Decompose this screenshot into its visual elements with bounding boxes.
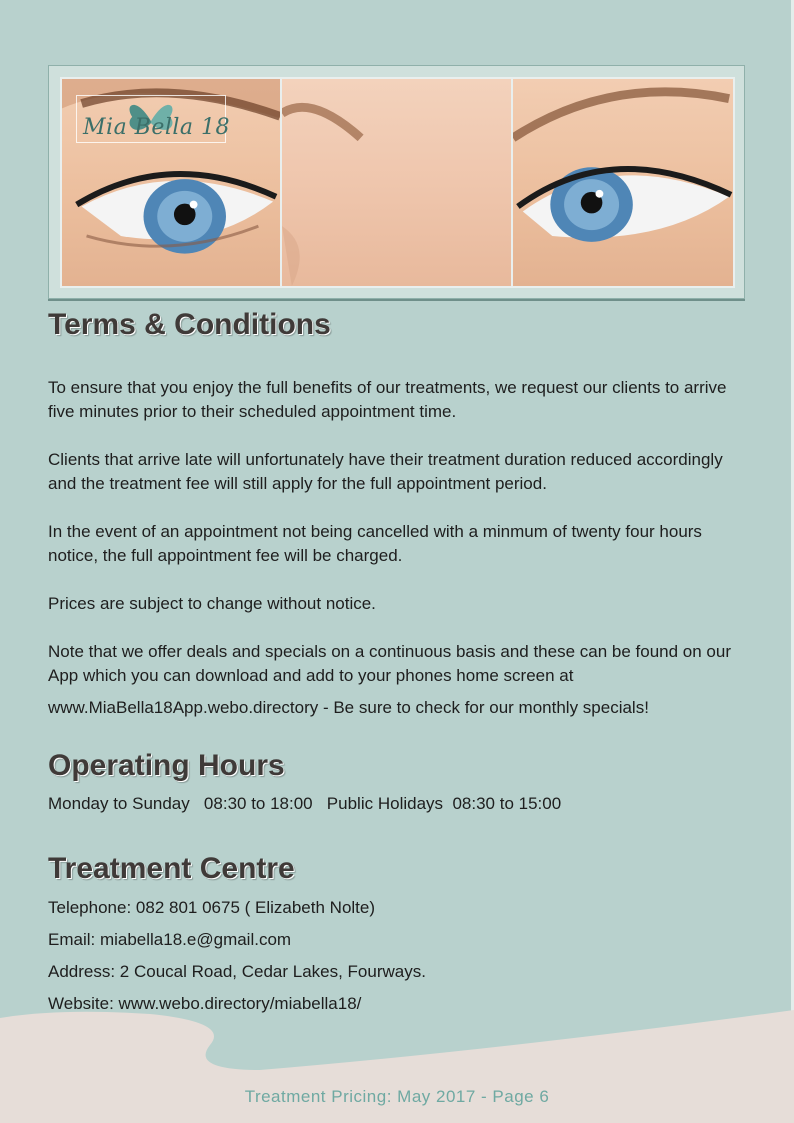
hours-text: Monday to Sunday 08:30 to 18:00 Public Holidays 08:30 to 15:00 [48, 794, 562, 813]
logo-frame [76, 95, 231, 143]
centre-title: Treatment Centre [48, 852, 295, 885]
right-eye-image [511, 77, 735, 288]
app-link-line[interactable]: www.MiaBella18App.webo.directory - Be sure to check for our monthly specials! [48, 698, 649, 717]
centre-website[interactable]: Website: www.webo.directory/miabella18/ [48, 994, 362, 1013]
page-footer: Treatment Pricing: May 2017 - Page 6 [244, 1087, 550, 1106]
centre-email[interactable]: Email: miabella18.e@gmail.com [48, 930, 292, 949]
header-banner [48, 65, 745, 299]
logo-text: Mia Bella 18 [83, 115, 231, 140]
terms-paragraph-1: To ensure that you enjoy the full benefits of our treatments, we request our clients to arrive five minutes prior to their scheduled appointment time. [48, 378, 727, 421]
terms-paragraph-5: Note that we offer deals and specials on a continuous basis and these can be found on our App which you can download and add to your phones home screen at [48, 642, 731, 685]
left-eye-image [60, 77, 282, 288]
nose-bridge-image [280, 77, 513, 288]
terms-paragraph-3: In the event of an appointment not being cancelled with a minmum of twenty four hours notice, the full appointment fee will be charged. [48, 522, 702, 565]
centre-address: Address: 2 Coucal Road, Cedar Lakes, Fourways. [48, 962, 426, 981]
terms-paragraph-4: Prices are subject to change without notice. [48, 594, 376, 613]
terms-title: Terms & Conditions [48, 308, 331, 341]
centre-telephone: Telephone: 082 801 0675 ( Elizabeth Nolte) [48, 898, 376, 917]
terms-paragraph-2: Clients that arrive late will unfortunately have their treatment duration reduced accordingly and the treatment fee will still apply for the full appointment period. [48, 450, 723, 493]
hours-title: Operating Hours [48, 749, 285, 782]
